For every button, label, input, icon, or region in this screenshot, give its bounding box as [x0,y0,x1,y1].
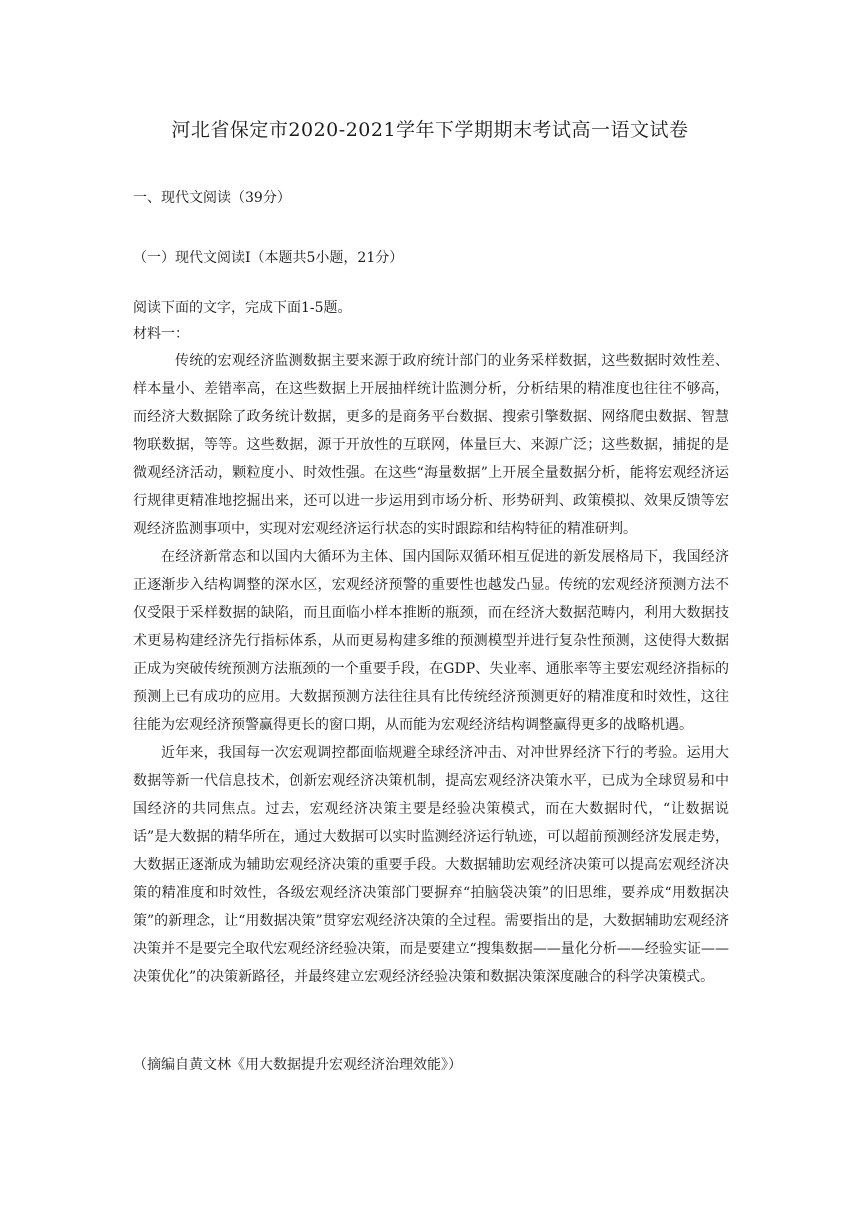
subsection-heading: （一）现代文阅读Ⅰ（本题共5小题，21分） [133,250,404,266]
reading-instruction: 阅读下面的文字，完成下面1-5题。 [133,300,352,316]
paragraph-3: 近年来，我国每一次宏观调控都面临规避全球经济冲击、对冲世界经济下行的考验。运用大数据等新一代信息技术，创新宏观经济决策机制，提高宏观经济决策水平，已成为全球贸易和中国经济的共同焦点。过去，宏观经济决策主要是经验决策模式，而在大数据时代，“让数据说话”是大数据的精华所在，通过大数据可以实时监测经济运行轨迹，可以超前预测经济发展走势，大数据正逐渐成为辅助宏观经济决策的重要手段。大数据辅助宏观经济决策可以提高宏观经济决策的精准度和时效性，各级宏观经济决策部门要摒弃“拍脑袋决策”的旧思维，要养成“用数据决策”的新理念，让“用数据决策”贯穿宏观经济决策的全过程。需要指出的是，大数据辅助宏观经济决策并不是要完全取代宏观经济经验决策，而是要建立“搜集数据——量化分析——经验实证——决策优化”的决策新路径，并最终建立宏观经济经验决策和数据决策深度融合的科学决策模式。 [133,745,729,985]
document-title: 河北省保定市2020-2021学年下学期期末考试高一语文试卷 [171,119,689,141]
section-heading: 一、现代文阅读（39分） [133,190,291,206]
paragraph-1: 传统的宏观经济监测数据主要来源于政府统计部门的业务采样数据，这些数据时效性差、样本量小、差错率高，在这些数据上开展抽样统计监测分析，分析结果的精准度也往往不够高，而经济大数据除了政务统计数据，更多的是商务平台数据、搜索引擎数据、网络爬虫数据、智慧物联数据，等等。这些数据，源于开放性的互联网，体量巨大、来源广泛；这些数据，捕捉的是微观经济活动，颗粒度小、时效性强。在这些“海量数据”上开展全量数据分析，能将宏观经济运行规律更精准地挖掘出来，还可以进一步运用到市场分析、形势研判、政策模拟、效果反馈等宏观经济监测事项中，实现对宏观经济运行状态的实时跟踪和结构特征的精准研判。 [133,353,729,537]
material-label: 材料一： [133,326,189,342]
material-body [133,347,729,991]
paragraph-2: 在经济新常态和以国内大循环为主体、国内国际双循环相互促进的新发展格局下，我国经济正逐渐步入结构调整的深水区，宏观经济预警的重要性也越发凸显。传统的宏观经济预测方法不仅受限于采样数据的缺陷，而且面临小样本推断的瓶颈，而在经济大数据范畴内，利用大数据技术更易构建经济先行指标体系，从而更易构建多维的预测模型并进行复杂性预测，这使得大数据正成为突破传统预测方法瓶颈的一个重要手段，在GDP、失业率、通胀率等主要宏观经济指标的预测上已有成功的应用。大数据预测方法往往具有比传统经济预测更好的精准度和时效性，这往往能为宏观经济预警赢得更长的窗口期，从而能为宏观经济结构调整赢得更多的战略机遇。 [133,549,729,733]
source-citation: （摘编自黄文林《用大数据提升宏观经济治理效能》） [133,1057,462,1073]
